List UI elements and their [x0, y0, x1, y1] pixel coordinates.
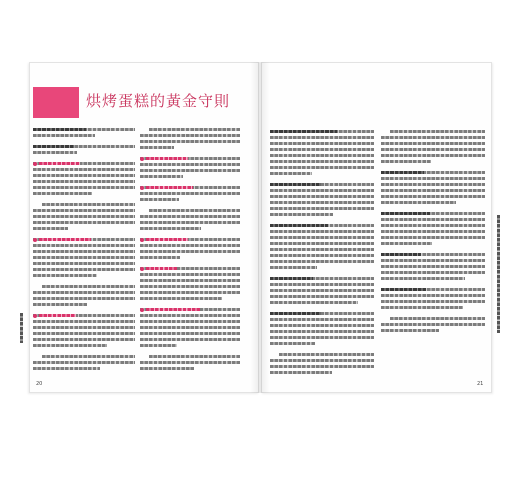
text-line	[140, 163, 240, 166]
text-line	[381, 242, 432, 245]
text-line	[270, 295, 374, 298]
text-line	[33, 221, 135, 224]
text-line	[140, 367, 194, 370]
bullet-icon	[140, 308, 144, 312]
text-line	[33, 209, 135, 212]
text-line	[140, 314, 240, 317]
text-line	[270, 371, 332, 374]
bold-lead-text	[270, 224, 328, 227]
text-line	[33, 134, 95, 137]
text-line	[33, 145, 135, 148]
text-line	[270, 183, 374, 186]
text-line	[140, 215, 240, 218]
text-line	[140, 140, 240, 143]
bold-lead-text	[33, 128, 86, 131]
text-line	[42, 203, 135, 206]
page-number-left: 20	[36, 381, 43, 387]
text-line	[33, 256, 135, 259]
text-line	[381, 271, 485, 274]
bold-lead-text	[381, 212, 430, 215]
text-line	[42, 285, 135, 288]
text-line	[270, 142, 374, 145]
text-line	[33, 332, 135, 335]
text-line	[381, 236, 485, 239]
text-line	[270, 283, 374, 286]
text-line	[270, 324, 374, 327]
text-line	[140, 238, 240, 241]
text-line	[390, 317, 485, 320]
side-tab-right	[497, 215, 500, 333]
text-line	[270, 201, 374, 204]
bullet-icon	[140, 157, 144, 161]
text-line	[270, 266, 317, 269]
text-line	[381, 294, 485, 297]
text-line	[33, 262, 135, 265]
text-line	[381, 195, 485, 198]
chapter-title: 烘烤蛋糕的黃金守則	[86, 92, 231, 110]
bullet-icon	[140, 186, 144, 190]
text-line	[33, 238, 135, 241]
text-line	[270, 248, 374, 251]
text-line	[140, 338, 240, 341]
bullet-icon	[140, 238, 144, 242]
bold-lead-text	[270, 312, 321, 315]
text-line	[33, 215, 135, 218]
text-line	[270, 318, 374, 321]
text-line	[270, 154, 374, 157]
bullet-heading	[39, 238, 91, 241]
text-line	[381, 177, 485, 180]
text-line	[140, 297, 222, 300]
text-line	[270, 365, 374, 368]
text-line	[381, 171, 485, 174]
text-line	[381, 136, 485, 139]
text-line	[381, 218, 485, 221]
text-line	[381, 306, 463, 309]
bullet-heading	[146, 157, 188, 160]
text-line	[33, 367, 100, 370]
text-line	[270, 289, 374, 292]
text-line	[33, 174, 135, 177]
text-line	[33, 192, 92, 195]
text-line	[33, 303, 87, 306]
text-line	[270, 301, 358, 304]
text-line	[270, 166, 374, 169]
text-line	[279, 353, 374, 356]
text-line	[140, 198, 179, 201]
text-line	[140, 361, 240, 364]
text-line	[149, 128, 240, 131]
bold-lead-text	[381, 171, 424, 174]
bold-lead-text	[270, 183, 321, 186]
bold-lead-text	[270, 277, 313, 280]
text-line	[140, 326, 240, 329]
text-line	[270, 260, 374, 263]
text-line	[140, 291, 240, 294]
bullet-icon	[33, 238, 37, 242]
text-line	[381, 212, 485, 215]
text-line	[140, 157, 240, 160]
text-line	[270, 277, 374, 280]
text-line	[33, 227, 68, 230]
text-line	[33, 162, 135, 165]
text-line	[270, 224, 374, 227]
text-line	[381, 230, 485, 233]
bullet-heading	[146, 267, 177, 270]
bullet-heading	[39, 314, 76, 317]
bullet-heading	[146, 238, 188, 241]
text-line	[270, 312, 374, 315]
text-line	[381, 142, 485, 145]
bold-lead-text	[270, 130, 337, 133]
text-line	[33, 128, 135, 131]
text-line	[33, 320, 135, 323]
text-line	[140, 175, 183, 178]
text-line	[381, 277, 465, 280]
text-line	[140, 273, 240, 276]
text-line	[270, 130, 374, 133]
text-line	[33, 168, 135, 171]
text-line	[270, 342, 315, 345]
text-line	[270, 172, 312, 175]
text-line	[381, 160, 431, 163]
text-line	[33, 344, 107, 347]
text-line	[140, 192, 240, 195]
text-line	[381, 323, 485, 326]
side-tab-left	[20, 313, 23, 343]
text-line	[33, 326, 135, 329]
text-line	[381, 253, 485, 256]
text-line	[33, 274, 97, 277]
text-line	[149, 355, 240, 358]
text-line	[270, 160, 374, 163]
text-line	[381, 288, 485, 291]
text-line	[140, 244, 240, 247]
text-line	[33, 297, 135, 300]
bold-lead-text	[381, 288, 426, 291]
text-line	[33, 268, 135, 271]
text-line	[270, 336, 374, 339]
bold-lead-text	[381, 253, 421, 256]
text-line	[33, 361, 135, 364]
bullet-icon	[33, 162, 37, 166]
text-line	[140, 169, 240, 172]
text-line	[381, 189, 485, 192]
text-line	[381, 154, 485, 157]
text-line	[140, 256, 180, 259]
text-line	[149, 209, 240, 212]
text-line	[270, 236, 374, 239]
text-line	[140, 344, 177, 347]
text-line	[33, 338, 135, 341]
text-line	[33, 314, 135, 317]
text-line	[270, 254, 374, 257]
text-line	[140, 332, 240, 335]
bullet-icon	[140, 267, 144, 271]
text-line	[140, 186, 240, 189]
text-line	[33, 151, 77, 154]
text-line	[33, 250, 135, 253]
text-line	[140, 279, 240, 282]
text-line	[270, 359, 374, 362]
text-line	[270, 207, 374, 210]
text-line	[270, 230, 374, 233]
bullet-heading	[39, 162, 80, 165]
text-line	[140, 308, 240, 311]
text-line	[33, 186, 135, 189]
text-line	[381, 148, 485, 151]
text-line	[381, 265, 485, 268]
text-line	[270, 242, 374, 245]
text-line	[270, 195, 374, 198]
text-line	[270, 136, 374, 139]
text-line	[390, 130, 485, 133]
text-line	[381, 183, 485, 186]
text-line	[270, 213, 333, 216]
text-line	[33, 291, 135, 294]
text-line	[140, 285, 240, 288]
title-accent-block	[33, 87, 79, 118]
text-line	[33, 244, 135, 247]
text-line	[140, 134, 240, 137]
text-line	[381, 300, 485, 303]
text-line	[33, 180, 135, 183]
text-line	[270, 330, 374, 333]
bullet-heading	[146, 186, 193, 189]
text-line	[381, 224, 485, 227]
text-line	[140, 267, 240, 270]
text-line	[140, 146, 174, 149]
page-number-right: 21	[477, 381, 484, 387]
text-line	[140, 227, 201, 230]
text-line	[381, 201, 456, 204]
text-line	[270, 189, 374, 192]
bullet-icon	[33, 314, 37, 318]
text-line	[140, 221, 240, 224]
bold-lead-text	[33, 145, 74, 148]
text-line	[270, 148, 374, 151]
text-line	[381, 259, 485, 262]
text-line	[381, 329, 439, 332]
text-line	[140, 320, 240, 323]
bullet-heading	[146, 308, 200, 311]
text-line	[42, 355, 135, 358]
text-line	[140, 250, 240, 253]
